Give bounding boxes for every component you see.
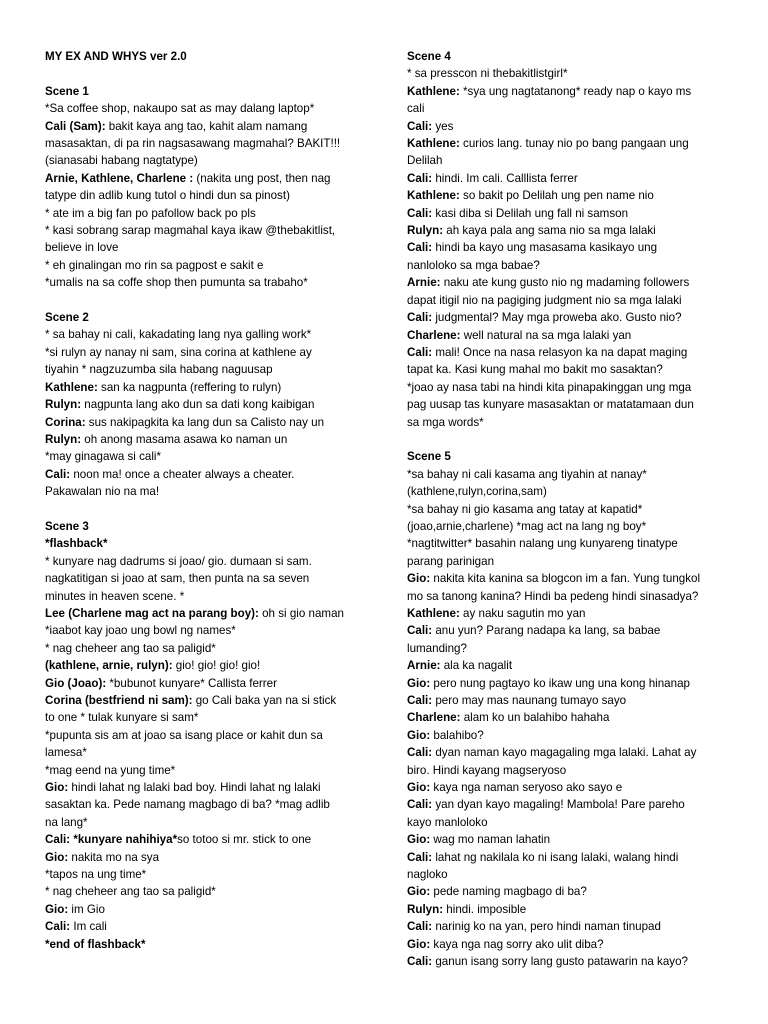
speaker-name: Gio:	[45, 902, 69, 916]
dialogue-text: balahibo?	[430, 728, 484, 742]
dialogue-line	[407, 344, 745, 361]
speaker-name: Kathlene:	[407, 189, 460, 203]
dialogue-line	[407, 570, 745, 587]
blank-line	[407, 431, 745, 448]
script-text-line: Delilah	[407, 154, 443, 168]
left-column	[45, 48, 383, 953]
heading-text: *end of flashback*	[45, 937, 146, 951]
scene-heading	[45, 309, 383, 326]
dialogue-line	[407, 135, 745, 152]
script-text-line: *nagtitwitter* basahin nalang ung kunyareng tinatype	[407, 537, 678, 551]
dialogue-text: hindi. imposible	[443, 902, 527, 916]
dialogue-text: *bubunot kunyare* Callista ferrer	[106, 676, 277, 690]
heading-text: Scene 2	[45, 311, 89, 325]
dialogue-line	[407, 831, 745, 848]
script-text-line: pag uusap tas kunyare masasaktan or matatamaan dun	[407, 398, 694, 412]
speaker-name: Cali:	[407, 746, 433, 760]
speaker-name: Kathlene:	[407, 137, 460, 151]
speaker-name: Rulyn:	[45, 432, 82, 446]
blank-line	[45, 292, 383, 309]
dialogue-text: nagpunta lang ako dun sa dati kong kaibigan	[81, 398, 315, 412]
dialogue-line	[407, 622, 745, 639]
speaker-name: Cali:	[407, 850, 433, 864]
speaker-name: Cali:	[407, 955, 433, 969]
right-column	[407, 48, 745, 971]
speaker-name: Cali: *kunyare nahihiya*	[45, 833, 178, 847]
scene-heading	[407, 48, 745, 65]
dialogue-line	[407, 605, 745, 622]
dialogue-line	[45, 779, 383, 796]
script-text-line: * nag cheheer ang tao sa paligid*	[45, 885, 216, 899]
script-text-line: *may ginagawa si cali*	[45, 450, 161, 464]
dialogue-line	[45, 170, 383, 187]
heading-text: *flashback*	[45, 537, 108, 551]
dialogue-text: dyan naman kayo magagaling mga lalaki. Lahat ay	[432, 746, 697, 760]
heading-text: Scene 4	[407, 50, 451, 63]
script-text-line: na lang*	[45, 815, 88, 829]
speaker-name: Gio:	[407, 937, 431, 951]
script-text-line: Pakawalan nio na ma!	[45, 485, 160, 499]
dialogue-line	[407, 657, 745, 674]
script-text-line: sa mga words*	[407, 415, 484, 429]
scene-heading	[45, 518, 383, 535]
speaker-name: Charlene:	[407, 711, 461, 725]
script-text-line: *umalis na sa coffe shop then pumunta sa trabaho*	[45, 276, 308, 290]
speaker-name: Kathlene:	[407, 606, 460, 620]
speaker-name: Cali:	[407, 171, 433, 185]
script-text-line: believe in love	[45, 241, 119, 255]
dialogue-text: gio! gio! gio! gio!	[172, 659, 261, 673]
script-text-line: kayo manloloko	[407, 815, 488, 829]
dialogue-text: pede naming magbago di ba?	[430, 885, 587, 899]
dialogue-text: naku ate kung gusto nio ng madaming followers	[440, 276, 690, 290]
dialogue-text: oh anong masama asawa ko naman un	[81, 432, 288, 446]
scene-heading	[45, 936, 383, 953]
script-text-line: * eh ginalingan mo rin sa pagpost e sakit e	[45, 258, 264, 272]
dialogue-line	[407, 187, 745, 204]
dialogue-text: pero may mas naunang tumayo sayo	[432, 694, 627, 708]
speaker-name: Cali:	[407, 694, 433, 708]
dialogue-line	[407, 274, 745, 291]
script-text-line: biro. Hindi kayang magseryoso	[407, 763, 567, 777]
dialogue-line	[407, 779, 745, 796]
script-text-line: (joao,arnie,charlene) *mag act na lang ng boy*	[407, 519, 647, 533]
script-text-line: *tapos na ung time*	[45, 868, 147, 882]
dialogue-line	[45, 831, 383, 848]
speaker-name: Kathlene:	[407, 84, 460, 98]
dialogue-text: narinig ko na yan, pero hindi naman tinupad	[432, 920, 661, 934]
dialogue-line	[45, 118, 383, 135]
dialogue-text: ah kaya pala ang sama nio sa mga lalaki	[443, 224, 656, 238]
heading-text: Scene 1	[45, 84, 89, 98]
dialogue-text: go Cali baka yan na si stick	[192, 693, 337, 707]
dialogue-text: kaya nga naman seryoso ako sayo e	[430, 781, 623, 795]
dialogue-line	[45, 849, 383, 866]
dialogue-text: mali! Once na nasa relasyon ka na dapat maging	[432, 345, 688, 359]
script-text-line: parang parinigan	[407, 554, 495, 568]
title-text: MY EX AND WHYS ver 2.0	[45, 50, 187, 63]
dialogue-text: ganun isang sorry lang gusto patawarin na kayo?	[432, 955, 688, 969]
script-text-line: * nag cheheer ang tao sa paligid*	[45, 641, 216, 655]
dialogue-line	[407, 675, 745, 692]
script-text-line: tatype din adlib kung tutol o hindi dun sa pinost)	[45, 189, 290, 203]
speaker-name: Arnie, Kathlene, Charlene :	[45, 171, 194, 185]
script-text-line: nagloko	[407, 868, 448, 882]
dialogue-text: sus nakipagkita ka lang dun sa Calisto nay un	[85, 415, 325, 429]
speaker-name: Gio:	[45, 781, 69, 795]
speaker-name: Arnie:	[407, 659, 441, 673]
dialogue-line	[45, 657, 383, 674]
script-text-line: (sianasabi habang nagtatype)	[45, 154, 198, 168]
dialogue-text: noon ma! once a cheater always a cheater.	[70, 467, 295, 481]
script-text-line: sasaktan ka. Pede namang magbago di ba? *mag adlib	[45, 798, 330, 812]
speaker-name: Cali:	[407, 624, 433, 638]
script-text-line: * kasi sobrang sarap magmahal kaya ikaw @thebakitlist,	[45, 224, 336, 238]
dialogue-line	[45, 466, 383, 483]
dialogue-line	[45, 918, 383, 935]
speaker-name: Cali:	[407, 311, 433, 325]
dialogue-text: Im cali	[70, 920, 107, 934]
script-text-line: * sa presscon ni thebakitlistgirl*	[407, 67, 568, 81]
script-text-line: *pupunta sis am at joao sa isang place or kahit dun sa	[45, 728, 323, 742]
speaker-name: Rulyn:	[407, 224, 444, 238]
script-text-line: nagkatitigan si joao at sam, then punta na sa seven	[45, 572, 310, 586]
speaker-name: Cali:	[407, 798, 433, 812]
dialogue-line	[45, 901, 383, 918]
dialogue-text: so totoo si mr. stick to one	[177, 833, 312, 847]
dialogue-line	[45, 675, 383, 692]
dialogue-text: nakita mo na sya	[68, 850, 160, 864]
dialogue-text: well natural na sa mga lalaki yan	[460, 328, 632, 342]
speaker-name: Corina:	[45, 415, 86, 429]
speaker-name: Cali:	[407, 206, 433, 220]
script-text-line: to one * tulak kunyare si sam*	[45, 711, 199, 725]
script-text-line: *joao ay nasa tabi na hindi kita pinapakinggan ung mga	[407, 380, 692, 394]
speaker-name: Gio:	[407, 833, 431, 847]
speaker-name: Cali (Sam):	[45, 119, 106, 133]
dialogue-line	[407, 239, 745, 256]
dialogue-text: curios lang. tunay nio po bang pangaan ung	[459, 137, 689, 151]
speaker-name: Gio:	[407, 728, 431, 742]
dialogue-text: bakit kaya ang tao, kahit alam namang	[105, 119, 308, 133]
dialogue-line	[407, 901, 745, 918]
speaker-name: Gio:	[407, 885, 431, 899]
script-text-line: * ate im a big fan po pafollow back po pls	[45, 206, 256, 220]
script-text-line: minutes in heaven scene. *	[45, 589, 185, 603]
speaker-name: Gio:	[407, 781, 431, 795]
script-text-line: *Sa coffee shop, nakaupo sat as may dalang laptop*	[45, 102, 315, 116]
speaker-name: Cali:	[407, 920, 433, 934]
dialogue-text: lahat ng nakilala ko ni isang lalaki, walang hindi	[432, 850, 679, 864]
dialogue-line	[407, 744, 745, 761]
dialogue-text: san ka nagpunta (reffering to rulyn)	[97, 380, 282, 394]
speaker-name: Cali:	[45, 920, 71, 934]
speaker-name: Kathlene:	[45, 380, 98, 394]
speaker-name: Cali:	[407, 241, 433, 255]
dialogue-line	[407, 849, 745, 866]
speaker-name: Rulyn:	[407, 902, 444, 916]
dialogue-text: wag mo naman lahatin	[430, 833, 551, 847]
dialogue-line	[407, 936, 745, 953]
script-text-line: * sa bahay ni cali, kakadating lang nya galling work*	[45, 328, 312, 342]
dialogue-text: ala ka nagalit	[440, 659, 513, 673]
dialogue-line	[407, 170, 745, 187]
script-text-line: lamesa*	[45, 746, 87, 760]
dialogue-text: kaya nga nag sorry ako ulit diba?	[430, 937, 604, 951]
speaker-name: Gio:	[407, 572, 431, 586]
dialogue-line	[407, 709, 745, 726]
script-text-line: * kunyare nag dadrums si joao/ gio. dumaan si sam.	[45, 554, 312, 568]
dialogue-text: yes	[432, 119, 454, 133]
speaker-name: Rulyn:	[45, 398, 82, 412]
dialogue-text: anu yun? Parang nadapa ka lang, sa babae	[432, 624, 661, 638]
speaker-name: Arnie:	[407, 276, 441, 290]
dialogue-line	[45, 396, 383, 413]
speaker-name: (kathlene, arnie, rulyn):	[45, 659, 173, 673]
scene-heading	[45, 535, 383, 552]
scene-heading	[45, 83, 383, 100]
dialogue-text: nakita kita kanina sa blogcon im a fan. Yung tungkol	[430, 572, 701, 586]
dialogue-line	[407, 205, 745, 222]
script-text-line: tapat ka. Kasi kung mahal mo bakit mo sasaktan?	[407, 363, 663, 377]
dialogue-line	[45, 431, 383, 448]
scene-heading	[407, 448, 745, 465]
speaker-name: Gio:	[407, 676, 431, 690]
dialogue-text: pero nung pagtayo ko ikaw ung una kong hinanap	[430, 676, 690, 690]
dialogue-text: alam ko un balahibo hahaha	[460, 711, 610, 725]
dialogue-line	[45, 605, 383, 622]
speaker-name: Cali:	[407, 345, 433, 359]
script-text-line: cali	[407, 102, 425, 116]
script-text-line: (kathlene,rulyn,corina,sam)	[407, 485, 547, 499]
script-text-line: masasaktan, di pa rin nagsasawang magmahal? BAKIT!!!	[45, 137, 341, 151]
dialogue-text: so bakit po Delilah ung pen name nio	[459, 189, 654, 203]
dialogue-line	[45, 692, 383, 709]
script-text-line: *si rulyn ay nanay ni sam, sina corina at kathlene ay	[45, 345, 312, 359]
dialogue-line	[407, 953, 745, 970]
script-text-line: dapat itigil nio na pagiging judgment nio sa mga lalaki	[407, 293, 682, 307]
dialogue-line	[407, 918, 745, 935]
dialogue-text: judgmental? May mga proweba ako. Gusto nio?	[432, 311, 682, 325]
script-text-line: *iaabot kay joao ung bowl ng names*	[45, 624, 236, 638]
speaker-name: Charlene:	[407, 328, 461, 342]
dialogue-line	[407, 327, 745, 344]
script-text-line: mo sa tanong kanina? Hindi ba pedeng hindi sinasadya?	[407, 589, 699, 603]
speaker-name: Cali:	[45, 467, 71, 481]
dialogue-line	[407, 796, 745, 813]
dialogue-line	[407, 83, 745, 100]
dialogue-line	[407, 692, 745, 709]
speaker-name: Gio (Joao):	[45, 676, 107, 690]
script-text-line: nanloloko sa mga babae?	[407, 258, 540, 272]
heading-text: Scene 5	[407, 450, 451, 464]
speaker-name: Gio:	[45, 850, 69, 864]
speaker-name: Corina (bestfriend ni sam):	[45, 693, 193, 707]
script-text-line: lumanding?	[407, 641, 467, 655]
speaker-name: Lee (Charlene mag act na parang boy):	[45, 606, 259, 620]
dialogue-text: *sya ung nagtatanong* ready nap o kayo ms	[459, 84, 692, 98]
blank-line	[45, 65, 383, 82]
script-text-line: tiyahin * nagzuzumba sila habang naguusap	[45, 363, 273, 377]
script-text-line: *sa bahay ni gio kasama ang tatay at kapatid*	[407, 502, 643, 516]
dialogue-text: yan dyan kayo magaling! Mambola! Pare pareho	[432, 798, 685, 812]
dialogue-line	[407, 118, 745, 135]
dialogue-text: ay naku sagutin mo yan	[459, 606, 586, 620]
dialogue-line	[407, 727, 745, 744]
document-title	[45, 48, 383, 65]
script-text-line: *mag eend na yung time*	[45, 763, 176, 777]
dialogue-text: hindi. Im cali. Calllista ferrer	[432, 171, 578, 185]
dialogue-line	[407, 222, 745, 239]
dialogue-line	[407, 309, 745, 326]
dialogue-line	[45, 379, 383, 396]
dialogue-line	[45, 414, 383, 431]
heading-text: Scene 3	[45, 519, 89, 533]
dialogue-text: oh si gio naman	[258, 606, 344, 620]
speaker-name: Cali:	[407, 119, 433, 133]
dialogue-line	[407, 883, 745, 900]
dialogue-text: im Gio	[68, 902, 105, 916]
dialogue-text: (nakita ung post, then nag	[193, 171, 331, 185]
script-text-line: *sa bahay ni cali kasama ang tiyahin at nanay*	[407, 467, 647, 481]
dialogue-text: kasi diba si Delilah ung fall ni samson	[432, 206, 629, 220]
blank-line	[45, 501, 383, 518]
dialogue-text: hindi lahat ng lalaki bad boy. Hindi lahat ng lalaki	[68, 781, 321, 795]
dialogue-text: hindi ba kayo ung masasama kasikayo ung	[432, 241, 658, 255]
